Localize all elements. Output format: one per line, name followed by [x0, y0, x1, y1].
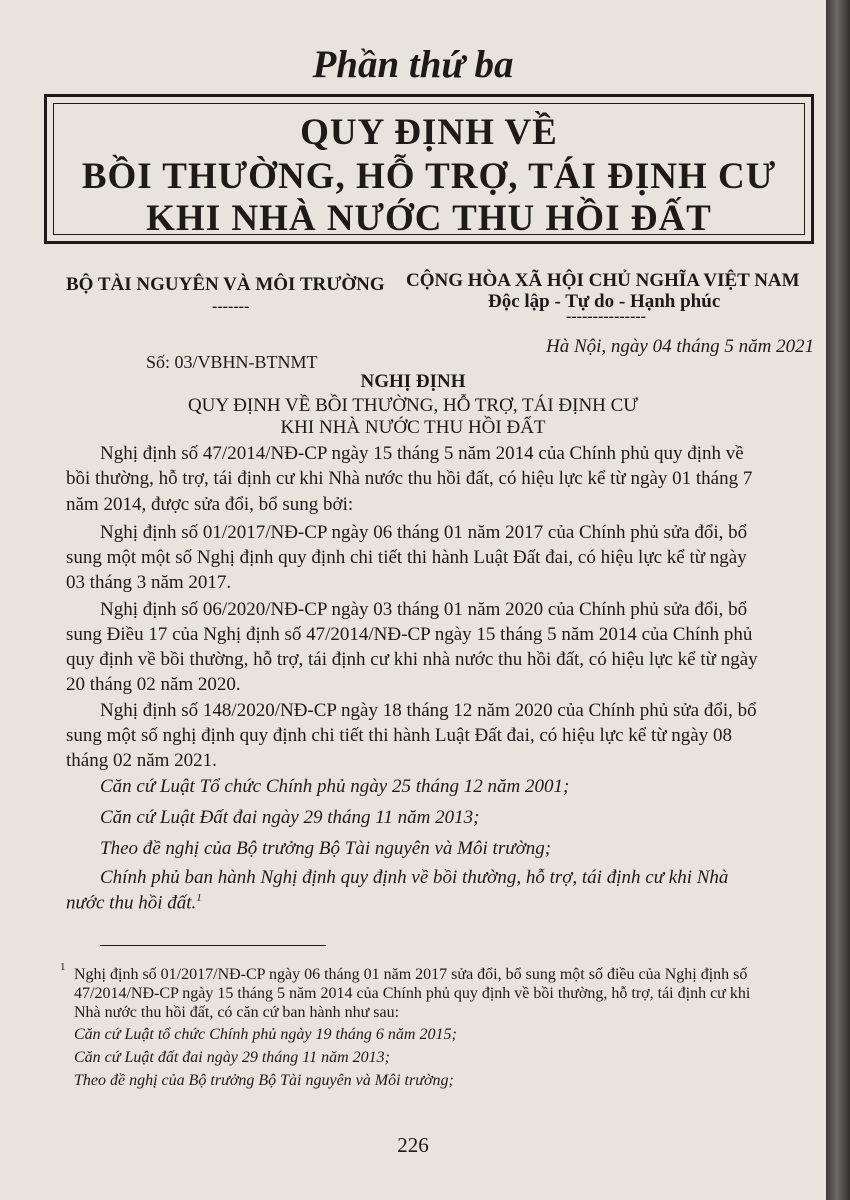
decree-subtitle-1: QUY ĐỊNH VỀ BỒI THƯỜNG, HỖ TRỢ, TÁI ĐỊNH CƯ — [187, 395, 639, 416]
title-line-2: BỒI THƯỜNG, HỖ TRỢ, TÁI ĐỊNH CƯ — [81, 156, 777, 197]
body-line-12: sung một số nghị định quy định chi tiết thi hành Luật Đất đai, có hiệu lực kể từ ngày 08 — [66, 725, 732, 746]
page-number: 226 — [397, 1133, 429, 1157]
footnote-line-3: Nhà nước thu hồi đất, có căn cứ ban hành như sau: — [74, 1004, 400, 1021]
national-motto: Độc lập - Tự do - Hạnh phúc — [488, 291, 721, 312]
nation-name: CỘNG HÒA XÃ HỘI CHỦ NGHĨA VIỆT NAM — [406, 270, 800, 291]
body-line-13: tháng 02 năm 2021. — [66, 750, 217, 771]
place-and-date: Hà Nội, ngày 04 tháng 5 năm 2021 — [546, 336, 815, 357]
body-line-6: 03 tháng 3 năm 2017. — [66, 572, 232, 593]
footnote-reference[interactable]: 1 — [196, 892, 202, 904]
footnote-rule — [100, 945, 326, 946]
enactment-line-2 — [66, 892, 202, 914]
legal-basis-line-2: Căn cứ Luật Đất đai ngày 29 tháng 11 năm 2013; — [100, 807, 480, 828]
title-line-1: QUY ĐỊNH VỀ — [300, 112, 558, 153]
part-title: Phần thứ ba — [312, 43, 514, 86]
decree-title: NGHỊ ĐỊNH — [360, 371, 466, 392]
title-line-3: KHI NHÀ NƯỚC THU HỒI ĐẤT — [146, 198, 712, 239]
body-line-1: Nghị định số 47/2014/NĐ-CP ngày 15 tháng 5 năm 2014 của Chính phủ quy định về — [100, 443, 744, 464]
decree-subtitle-2: KHI NHÀ NƯỚC THU HỒI ĐẤT — [280, 417, 546, 438]
footnote-line-6: Theo đề nghị của Bộ trưởng Bộ Tài nguyên và Môi trường; — [74, 1072, 454, 1089]
issuing-agency: BỘ TÀI NGUYÊN VÀ MÔI TRƯỜNG — [66, 274, 385, 295]
enactment-line-2-text: nước thu hồi đất. — [66, 892, 197, 914]
book-spine-edge — [826, 0, 850, 1200]
body-line-3: năm 2014, được sửa đổi, bổ sung bởi: — [66, 494, 354, 515]
document-number: Số: 03/VBHN-BTNMT — [146, 352, 318, 372]
title-box — [44, 94, 814, 244]
enactment-line-1: Chính phủ ban hành Nghị định quy định về bồi thường, hỗ trợ, tái định cư khi Nhà — [100, 867, 729, 888]
body-line-4: Nghị định số 01/2017/NĐ-CP ngày 06 tháng 01 năm 2017 của Chính phủ sửa đổi, bổ — [100, 522, 748, 543]
footnote-line-4: Căn cứ Luật tổ chức Chính phủ ngày 19 tháng 6 năm 2015; — [74, 1026, 457, 1043]
legal-basis-line-1: Căn cứ Luật Tổ chức Chính phủ ngày 25 tháng 12 năm 2001; — [100, 776, 570, 797]
footnote-line-5: Căn cứ Luật đất đai ngày 29 tháng 11 năm 2013; — [74, 1049, 390, 1066]
issuer-divider: ------- — [212, 298, 250, 315]
body-line-10: 20 tháng 02 năm 2020. — [66, 674, 241, 695]
motto-divider: --------------- — [566, 308, 646, 325]
legal-basis-line-3: Theo đề nghị của Bộ trưởng Bộ Tài nguyên và Môi trường; — [100, 838, 552, 859]
body-line-2: bồi thường, hỗ trợ, tái định cư khi Nhà nước thu hồi đất, có hiệu lực kể từ ngày 01 tháng 7 — [66, 468, 753, 489]
body-line-11: Nghị định số 148/2020/NĐ-CP ngày 18 tháng 12 năm 2020 của Chính phủ sửa đổi, bổ — [100, 700, 757, 721]
body-line-5: sung một một số Nghị định quy định chi tiết thi hành Luật Đất đai, có hiệu lực kể từ ngày — [66, 547, 747, 568]
body-line-7: Nghị định số 06/2020/NĐ-CP ngày 03 tháng 01 năm 2020 của Chính phủ sửa đổi, bổ — [100, 599, 748, 620]
footnote-line-2: 47/2014/NĐ-CP ngày 15 tháng 5 năm 2014 của Chính phủ quy định về bồi thường, hỗ trợ, tái định cư khi — [74, 985, 751, 1002]
body-line-9: quy định về bồi thường, hỗ trợ, tái định cư khi nhà nước thu hồi đất, có hiệu lực kể từ ngày — [66, 649, 758, 670]
body-line-8: sung Điều 17 của Nghị định số 47/2014/NĐ-CP ngày 15 tháng 5 năm 2014 của Chính phủ — [66, 624, 753, 645]
footnote-marker: 1 — [60, 961, 66, 973]
footnote-line-1: Nghị định số 01/2017/NĐ-CP ngày 06 tháng 01 năm 2017 sửa đổi, bổ sung một số điều của Nghị định số — [74, 966, 748, 983]
